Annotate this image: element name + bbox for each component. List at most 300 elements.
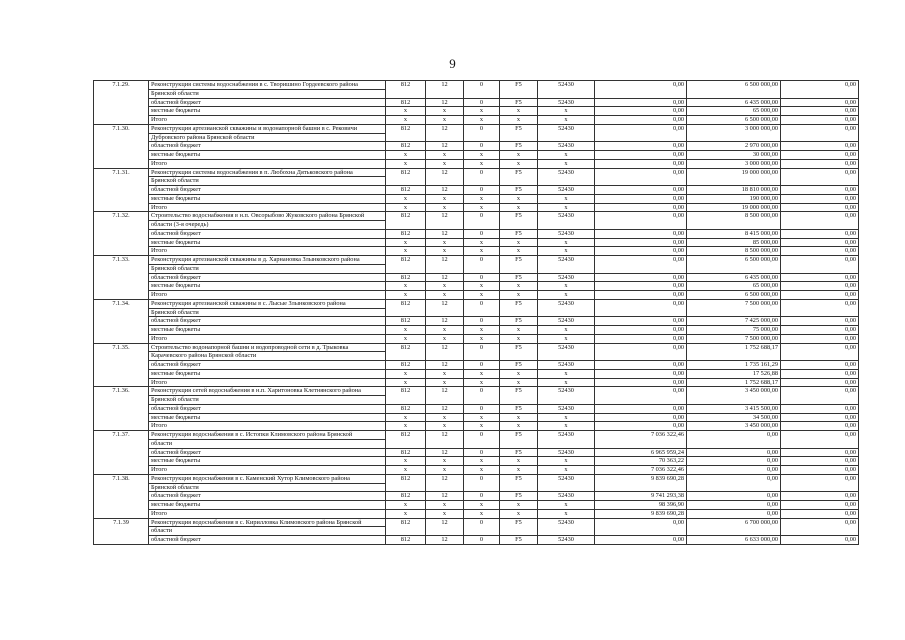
code-x-cell: x — [426, 457, 464, 466]
code-x-cell: x — [386, 378, 426, 387]
code-cell: 0 — [464, 229, 500, 238]
project-name-cont: Брянской области — [149, 396, 386, 405]
amount-cell: 0,00 — [781, 369, 859, 378]
amount-cell: 2 970 000,00 — [687, 142, 781, 151]
table-row — [94, 212, 859, 221]
amount-cell: 0,00 — [595, 536, 687, 545]
amount-cell: 0,00 — [595, 168, 687, 186]
code-x-cell: x — [426, 334, 464, 343]
code-cell: 0 — [464, 518, 500, 536]
project-name: Строительство водонапорной башни и водопроводной сети в д. Трыковка — [149, 343, 386, 352]
amount-cell: 0,00 — [595, 326, 687, 335]
amount-cell: 0,00 — [781, 466, 859, 475]
code-cell: 0 — [464, 404, 500, 413]
project-name: Реконструкция системы водоснабжения в с. Творишино Гордеевского района — [149, 81, 386, 90]
code-cell: F5 — [500, 536, 538, 545]
amount-cell: 8 500 000,00 — [687, 247, 781, 256]
project-name: Реконструкция артезианской скважины и водонапорной башни в с. Рековичи — [149, 124, 386, 133]
table-row — [94, 334, 859, 343]
budget-label: областной бюджет — [149, 404, 386, 413]
code-cell: 52430 — [538, 361, 595, 370]
amount-cell: 65 000,00 — [687, 107, 781, 116]
code-cell: 812 — [386, 299, 426, 317]
amount-cell: 3 450 000,00 — [687, 422, 781, 431]
table-row — [94, 326, 859, 335]
amount-cell: 7 036 322,46 — [595, 466, 687, 475]
amount-cell: 0,00 — [595, 256, 687, 274]
table-row — [94, 431, 859, 440]
code-x-cell: x — [464, 501, 500, 510]
budget-label: областной бюджет — [149, 142, 386, 151]
code-cell: F5 — [500, 212, 538, 230]
amount-cell: 75 000,00 — [687, 326, 781, 335]
code-cell: 12 — [426, 299, 464, 317]
code-cell: 52430 — [538, 98, 595, 107]
code-x-cell: x — [500, 107, 538, 116]
project-name-cont: области — [149, 439, 386, 448]
code-cell: F5 — [500, 343, 538, 361]
amount-cell: 0,00 — [781, 247, 859, 256]
budget-label: областной бюджет — [149, 361, 386, 370]
code-x-cell: x — [500, 466, 538, 475]
table-row — [94, 282, 859, 291]
amount-cell: 0,00 — [781, 509, 859, 518]
code-cell: 52430 — [538, 431, 595, 449]
code-cell: F5 — [500, 474, 538, 492]
row-number: 7.1.34. — [94, 299, 149, 343]
code-x-cell: x — [500, 151, 538, 160]
code-x-cell: x — [500, 422, 538, 431]
code-cell: 52430 — [538, 256, 595, 274]
table-row — [94, 518, 859, 527]
amount-cell: 0,00 — [781, 431, 859, 449]
amount-cell: 1 752 688,17 — [687, 378, 781, 387]
row-number: 7.1.33. — [94, 256, 149, 300]
code-x-cell: x — [386, 203, 426, 212]
budget-label: Итого — [149, 291, 386, 300]
code-cell: 12 — [426, 212, 464, 230]
code-cell: 12 — [426, 229, 464, 238]
code-x-cell: x — [538, 247, 595, 256]
code-cell: 812 — [386, 361, 426, 370]
page-number: 9 — [449, 56, 456, 71]
code-cell: 812 — [386, 448, 426, 457]
code-x-cell: x — [538, 291, 595, 300]
code-cell: F5 — [500, 98, 538, 107]
table-row — [94, 387, 859, 396]
amount-cell: 0,00 — [595, 317, 687, 326]
code-x-cell: x — [464, 509, 500, 518]
code-x-cell: x — [386, 466, 426, 475]
amount-cell: 30 000,00 — [687, 151, 781, 160]
budget-label: местные бюджеты — [149, 282, 386, 291]
row-number: 7.1.38. — [94, 474, 149, 518]
amount-cell: 0,00 — [781, 334, 859, 343]
amount-cell: 3 415 500,00 — [687, 404, 781, 413]
table-row — [94, 422, 859, 431]
table-row — [94, 168, 859, 177]
code-cell: 0 — [464, 124, 500, 142]
project-name-cont: Брянской области — [149, 177, 386, 186]
amount-cell: 8 500 000,00 — [687, 212, 781, 230]
code-cell: 52430 — [538, 317, 595, 326]
code-cell: F5 — [500, 124, 538, 142]
amount-cell: 0,00 — [781, 361, 859, 370]
amount-cell: 0,00 — [595, 116, 687, 125]
budget-label: Итого — [149, 466, 386, 475]
budget-label: местные бюджеты — [149, 501, 386, 510]
table-row — [94, 116, 859, 125]
amount-cell: 0,00 — [595, 238, 687, 247]
amount-cell: 0,00 — [595, 159, 687, 168]
amount-cell: 0,00 — [687, 448, 781, 457]
amount-cell: 6 965 959,24 — [595, 448, 687, 457]
code-cell: 52430 — [538, 212, 595, 230]
code-cell: 0 — [464, 474, 500, 492]
code-cell: F5 — [500, 81, 538, 99]
table-row — [94, 466, 859, 475]
table-row — [94, 107, 859, 116]
code-cell: 52430 — [538, 299, 595, 317]
code-x-cell: x — [426, 116, 464, 125]
project-name: Реконструкция артезианской скважины в с. Лысые Злынковского района — [149, 299, 386, 308]
code-x-cell: x — [426, 509, 464, 518]
code-x-cell: x — [426, 247, 464, 256]
amount-cell: 0,00 — [687, 457, 781, 466]
code-x-cell: x — [426, 326, 464, 335]
budget-label: областной бюджет — [149, 536, 386, 545]
table-row — [94, 159, 859, 168]
code-x-cell: x — [538, 369, 595, 378]
code-cell: 0 — [464, 98, 500, 107]
code-cell: 12 — [426, 474, 464, 492]
budget-label: областной бюджет — [149, 229, 386, 238]
budget-label: местные бюджеты — [149, 151, 386, 160]
table-row — [94, 81, 859, 90]
code-cell: 52430 — [538, 273, 595, 282]
table-row — [94, 291, 859, 300]
amount-cell: 18 810 000,00 — [687, 186, 781, 195]
code-cell: 52430 — [538, 142, 595, 151]
amount-cell: 8 415 000,00 — [687, 229, 781, 238]
amount-cell: 0,00 — [781, 168, 859, 186]
amount-cell: 1 735 161,29 — [687, 361, 781, 370]
code-cell: 0 — [464, 168, 500, 186]
table-row — [94, 457, 859, 466]
project-name-cont: области (3-я очередь) — [149, 221, 386, 230]
project-name: Реконструкция системы водоснабжения в п. Любохна Дятьковского района — [149, 168, 386, 177]
code-x-cell: x — [538, 203, 595, 212]
amount-cell: 34 500,00 — [687, 413, 781, 422]
code-x-cell: x — [464, 194, 500, 203]
code-cell: 812 — [386, 142, 426, 151]
budget-label: областной бюджет — [149, 273, 386, 282]
code-x-cell: x — [538, 378, 595, 387]
code-cell: 12 — [426, 168, 464, 186]
code-cell: 52430 — [538, 404, 595, 413]
budget-label: Итого — [149, 378, 386, 387]
row-number: 7.1.30. — [94, 124, 149, 168]
amount-cell: 0,00 — [595, 334, 687, 343]
code-x-cell: x — [500, 369, 538, 378]
table-row — [94, 317, 859, 326]
amount-cell: 0,00 — [781, 378, 859, 387]
code-x-cell: x — [426, 107, 464, 116]
amount-cell: 0,00 — [687, 492, 781, 501]
code-x-cell: x — [464, 151, 500, 160]
amount-cell: 0,00 — [595, 378, 687, 387]
code-x-cell: x — [426, 282, 464, 291]
code-x-cell: x — [500, 413, 538, 422]
amount-cell: 0,00 — [595, 404, 687, 413]
row-number: 7.1.37. — [94, 431, 149, 475]
amount-cell: 9 839 690,28 — [595, 509, 687, 518]
amount-cell: 0,00 — [781, 116, 859, 125]
table-row — [94, 536, 859, 545]
table-row — [94, 98, 859, 107]
budget-label: областной бюджет — [149, 317, 386, 326]
amount-cell: 7 500 000,00 — [687, 334, 781, 343]
code-cell: 812 — [386, 256, 426, 274]
code-cell: 52430 — [538, 168, 595, 186]
code-x-cell: x — [500, 326, 538, 335]
code-x-cell: x — [386, 334, 426, 343]
amount-cell: 7 425 000,00 — [687, 317, 781, 326]
code-cell: F5 — [500, 448, 538, 457]
code-cell: 812 — [386, 404, 426, 413]
amount-cell: 0,00 — [687, 474, 781, 492]
amount-cell: 0,00 — [781, 282, 859, 291]
code-x-cell: x — [426, 238, 464, 247]
code-x-cell: x — [464, 238, 500, 247]
table-row — [94, 369, 859, 378]
code-x-cell: x — [500, 247, 538, 256]
amount-cell: 6 633 000,00 — [687, 536, 781, 545]
amount-cell: 0,00 — [595, 186, 687, 195]
code-cell: 12 — [426, 431, 464, 449]
code-x-cell: x — [386, 116, 426, 125]
amount-cell: 0,00 — [595, 212, 687, 230]
code-x-cell: x — [500, 282, 538, 291]
budget-label: Итого — [149, 334, 386, 343]
budget-label: Итого — [149, 422, 386, 431]
table-row — [94, 142, 859, 151]
code-x-cell: x — [464, 116, 500, 125]
code-cell: 12 — [426, 124, 464, 142]
code-x-cell: x — [386, 509, 426, 518]
budget-label: местные бюджеты — [149, 326, 386, 335]
code-x-cell: x — [538, 422, 595, 431]
budget-label: Итого — [149, 509, 386, 518]
code-cell: 12 — [426, 142, 464, 151]
code-cell: 12 — [426, 343, 464, 361]
amount-cell: 0,00 — [687, 509, 781, 518]
budget-label: областной бюджет — [149, 98, 386, 107]
amount-cell: 0,00 — [781, 536, 859, 545]
code-cell: 0 — [464, 431, 500, 449]
amount-cell: 0,00 — [781, 142, 859, 151]
code-x-cell: x — [538, 509, 595, 518]
row-number: 7.1.29. — [94, 81, 149, 125]
amount-cell: 0,00 — [595, 361, 687, 370]
table-row — [94, 273, 859, 282]
amount-cell: 0,00 — [781, 492, 859, 501]
code-cell: 52430 — [538, 474, 595, 492]
code-x-cell: x — [386, 369, 426, 378]
row-number: 7.1.35. — [94, 343, 149, 387]
code-cell: 812 — [386, 492, 426, 501]
code-cell: 12 — [426, 492, 464, 501]
code-x-cell: x — [500, 238, 538, 247]
table-row — [94, 151, 859, 160]
code-x-cell: x — [538, 334, 595, 343]
amount-cell: 1 752 688,17 — [687, 343, 781, 361]
amount-cell: 6 500 000,00 — [687, 291, 781, 300]
code-cell: 812 — [386, 317, 426, 326]
code-cell: 0 — [464, 361, 500, 370]
table-row — [94, 404, 859, 413]
code-cell: 52430 — [538, 536, 595, 545]
amount-cell: 0,00 — [595, 81, 687, 99]
budget-label: местные бюджеты — [149, 238, 386, 247]
amount-cell: 9 741 293,38 — [595, 492, 687, 501]
code-cell: 12 — [426, 81, 464, 99]
code-x-cell: x — [386, 151, 426, 160]
code-x-cell: x — [538, 107, 595, 116]
code-x-cell: x — [386, 107, 426, 116]
amount-cell: 0,00 — [595, 387, 687, 405]
amount-cell: 0,00 — [595, 518, 687, 536]
code-x-cell: x — [538, 238, 595, 247]
code-x-cell: x — [426, 466, 464, 475]
table-row — [94, 343, 859, 352]
code-cell: F5 — [500, 518, 538, 536]
amount-cell: 0,00 — [595, 291, 687, 300]
code-cell: 812 — [386, 212, 426, 230]
code-x-cell: x — [386, 501, 426, 510]
amount-cell: 0,00 — [595, 151, 687, 160]
budget-label: областной бюджет — [149, 186, 386, 195]
code-cell: F5 — [500, 186, 538, 195]
code-cell: 812 — [386, 229, 426, 238]
code-x-cell: x — [426, 378, 464, 387]
code-x-cell: x — [538, 159, 595, 168]
code-x-cell: x — [500, 378, 538, 387]
amount-cell: 0,00 — [687, 431, 781, 449]
amount-cell: 7 500 000,00 — [687, 299, 781, 317]
project-name-cont: Карачевского района Брянской области — [149, 352, 386, 361]
table-row — [94, 203, 859, 212]
code-x-cell: x — [500, 159, 538, 168]
code-x-cell: x — [464, 378, 500, 387]
table-row — [94, 448, 859, 457]
code-x-cell: x — [386, 413, 426, 422]
code-cell: F5 — [500, 273, 538, 282]
amount-cell: 0,00 — [595, 273, 687, 282]
code-x-cell: x — [500, 334, 538, 343]
code-x-cell: x — [386, 238, 426, 247]
code-cell: 0 — [464, 492, 500, 501]
amount-cell: 0,00 — [781, 422, 859, 431]
code-x-cell: x — [426, 413, 464, 422]
code-x-cell: x — [426, 203, 464, 212]
project-name-cont: области — [149, 527, 386, 536]
amount-cell: 0,00 — [595, 343, 687, 361]
amount-cell: 190 000,00 — [687, 194, 781, 203]
code-x-cell: x — [464, 203, 500, 212]
code-x-cell: x — [538, 194, 595, 203]
amount-cell: 0,00 — [595, 194, 687, 203]
code-x-cell: x — [464, 369, 500, 378]
table-row — [94, 501, 859, 510]
amount-cell: 0,00 — [781, 413, 859, 422]
code-x-cell: x — [500, 457, 538, 466]
table-row — [94, 474, 859, 483]
project-name-cont: Брянской области — [149, 483, 386, 492]
table-row — [94, 186, 859, 195]
amount-cell: 0,00 — [595, 124, 687, 142]
row-number: 7.1.36. — [94, 387, 149, 431]
code-x-cell: x — [426, 369, 464, 378]
code-cell: 52430 — [538, 387, 595, 405]
code-cell: 0 — [464, 448, 500, 457]
amount-cell: 0,00 — [781, 273, 859, 282]
project-name: Реконструкция водоснабжения в с. Каменский Хутор Климовского района — [149, 474, 386, 483]
code-cell: 812 — [386, 474, 426, 492]
amount-cell: 0,00 — [595, 422, 687, 431]
code-cell: 52430 — [538, 229, 595, 238]
code-cell: 812 — [386, 343, 426, 361]
amount-cell: 0,00 — [781, 291, 859, 300]
amount-cell: 0,00 — [781, 159, 859, 168]
amount-cell: 0,00 — [781, 98, 859, 107]
amount-cell: 0,00 — [595, 413, 687, 422]
code-cell: F5 — [500, 361, 538, 370]
code-cell: 812 — [386, 536, 426, 545]
code-cell: 12 — [426, 317, 464, 326]
amount-cell: 85 000,00 — [687, 238, 781, 247]
table-row — [94, 238, 859, 247]
amount-cell: 65 000,00 — [687, 282, 781, 291]
code-cell: F5 — [500, 299, 538, 317]
amount-cell: 0,00 — [687, 501, 781, 510]
code-cell: 12 — [426, 186, 464, 195]
amount-cell: 0,00 — [781, 404, 859, 413]
budget-label: местные бюджеты — [149, 107, 386, 116]
code-cell: 812 — [386, 273, 426, 282]
code-cell: 0 — [464, 299, 500, 317]
amount-cell: 0,00 — [595, 282, 687, 291]
amount-cell: 0,00 — [781, 448, 859, 457]
amount-cell: 0,00 — [595, 299, 687, 317]
code-cell: 812 — [386, 387, 426, 405]
project-name-cont: Брянской области — [149, 89, 386, 98]
amount-cell: 0,00 — [595, 98, 687, 107]
amount-cell: 0,00 — [781, 501, 859, 510]
table-row — [94, 124, 859, 133]
code-x-cell: x — [500, 116, 538, 125]
budget-label: Итого — [149, 116, 386, 125]
code-x-cell: x — [464, 159, 500, 168]
code-x-cell: x — [538, 116, 595, 125]
code-x-cell: x — [500, 291, 538, 300]
code-x-cell: x — [538, 413, 595, 422]
amount-cell: 0,00 — [595, 107, 687, 116]
amount-cell: 0,00 — [781, 326, 859, 335]
amount-cell: 6 500 000,00 — [687, 116, 781, 125]
code-cell: F5 — [500, 387, 538, 405]
code-cell: 52430 — [538, 448, 595, 457]
